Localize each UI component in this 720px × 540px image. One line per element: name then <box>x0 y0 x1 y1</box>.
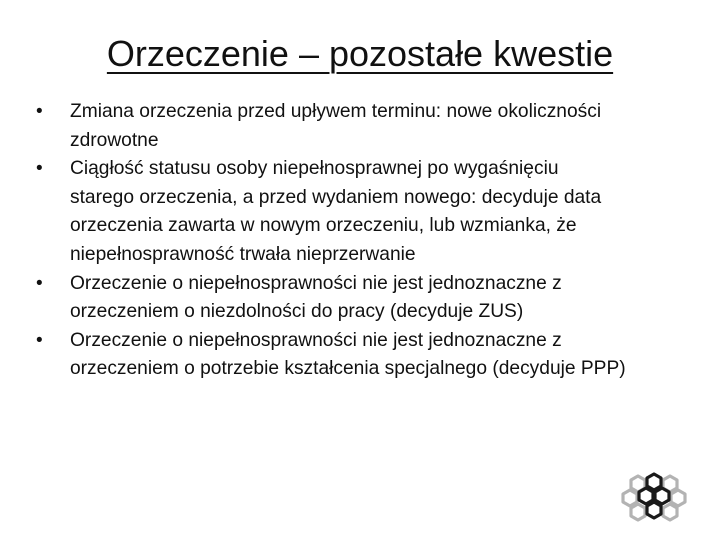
bullet-line: niepełnosprawność trwała nieprzerwanie <box>70 243 416 265</box>
bullet-dot-icon: • <box>36 101 43 122</box>
slide-title: Orzeczenie – pozostałe kwestie <box>106 33 614 74</box>
bullet-line: zdrowotne <box>70 129 159 151</box>
bullet-line: Orzeczenie o niepełnosprawności nie jest jednoznaczne z <box>70 272 562 294</box>
bullet-line: Zmiana orzeczenia przed upływem terminu: nowe okoliczności <box>70 101 602 122</box>
bullet-line: orzeczenia zawarta w nowym orzeczeniu, lub wzmianka, że <box>70 215 577 237</box>
bullet-item <box>36 155 704 269</box>
logo-caption-decoration <box>616 517 692 522</box>
bullet-dot-icon: • <box>36 272 43 294</box>
bullet-line: Ciągłość statusu osoby niepełnosprawnej po wygaśnięciu <box>70 158 559 180</box>
bullet-item <box>36 270 704 327</box>
bullet-list <box>36 98 704 384</box>
bullet-line: Orzeczenie o niepełnosprawności nie jest jednoznaczne z <box>70 329 562 351</box>
bullet-item <box>36 327 704 384</box>
bullet-dot-icon: • <box>36 329 43 351</box>
bullet-line: starego orzeczenia, a przed wydaniem nowego: decyduje data <box>70 186 602 208</box>
bullet-line: orzeczeniem o niezdolności do pracy (decyduje ZUS) <box>70 301 524 323</box>
bullet-line: orzeczeniem o potrzebie kształcenia specjalnego (decyduje PPP) <box>70 358 626 380</box>
bullet-dot-icon: • <box>36 158 43 180</box>
bullet-item <box>36 98 704 155</box>
